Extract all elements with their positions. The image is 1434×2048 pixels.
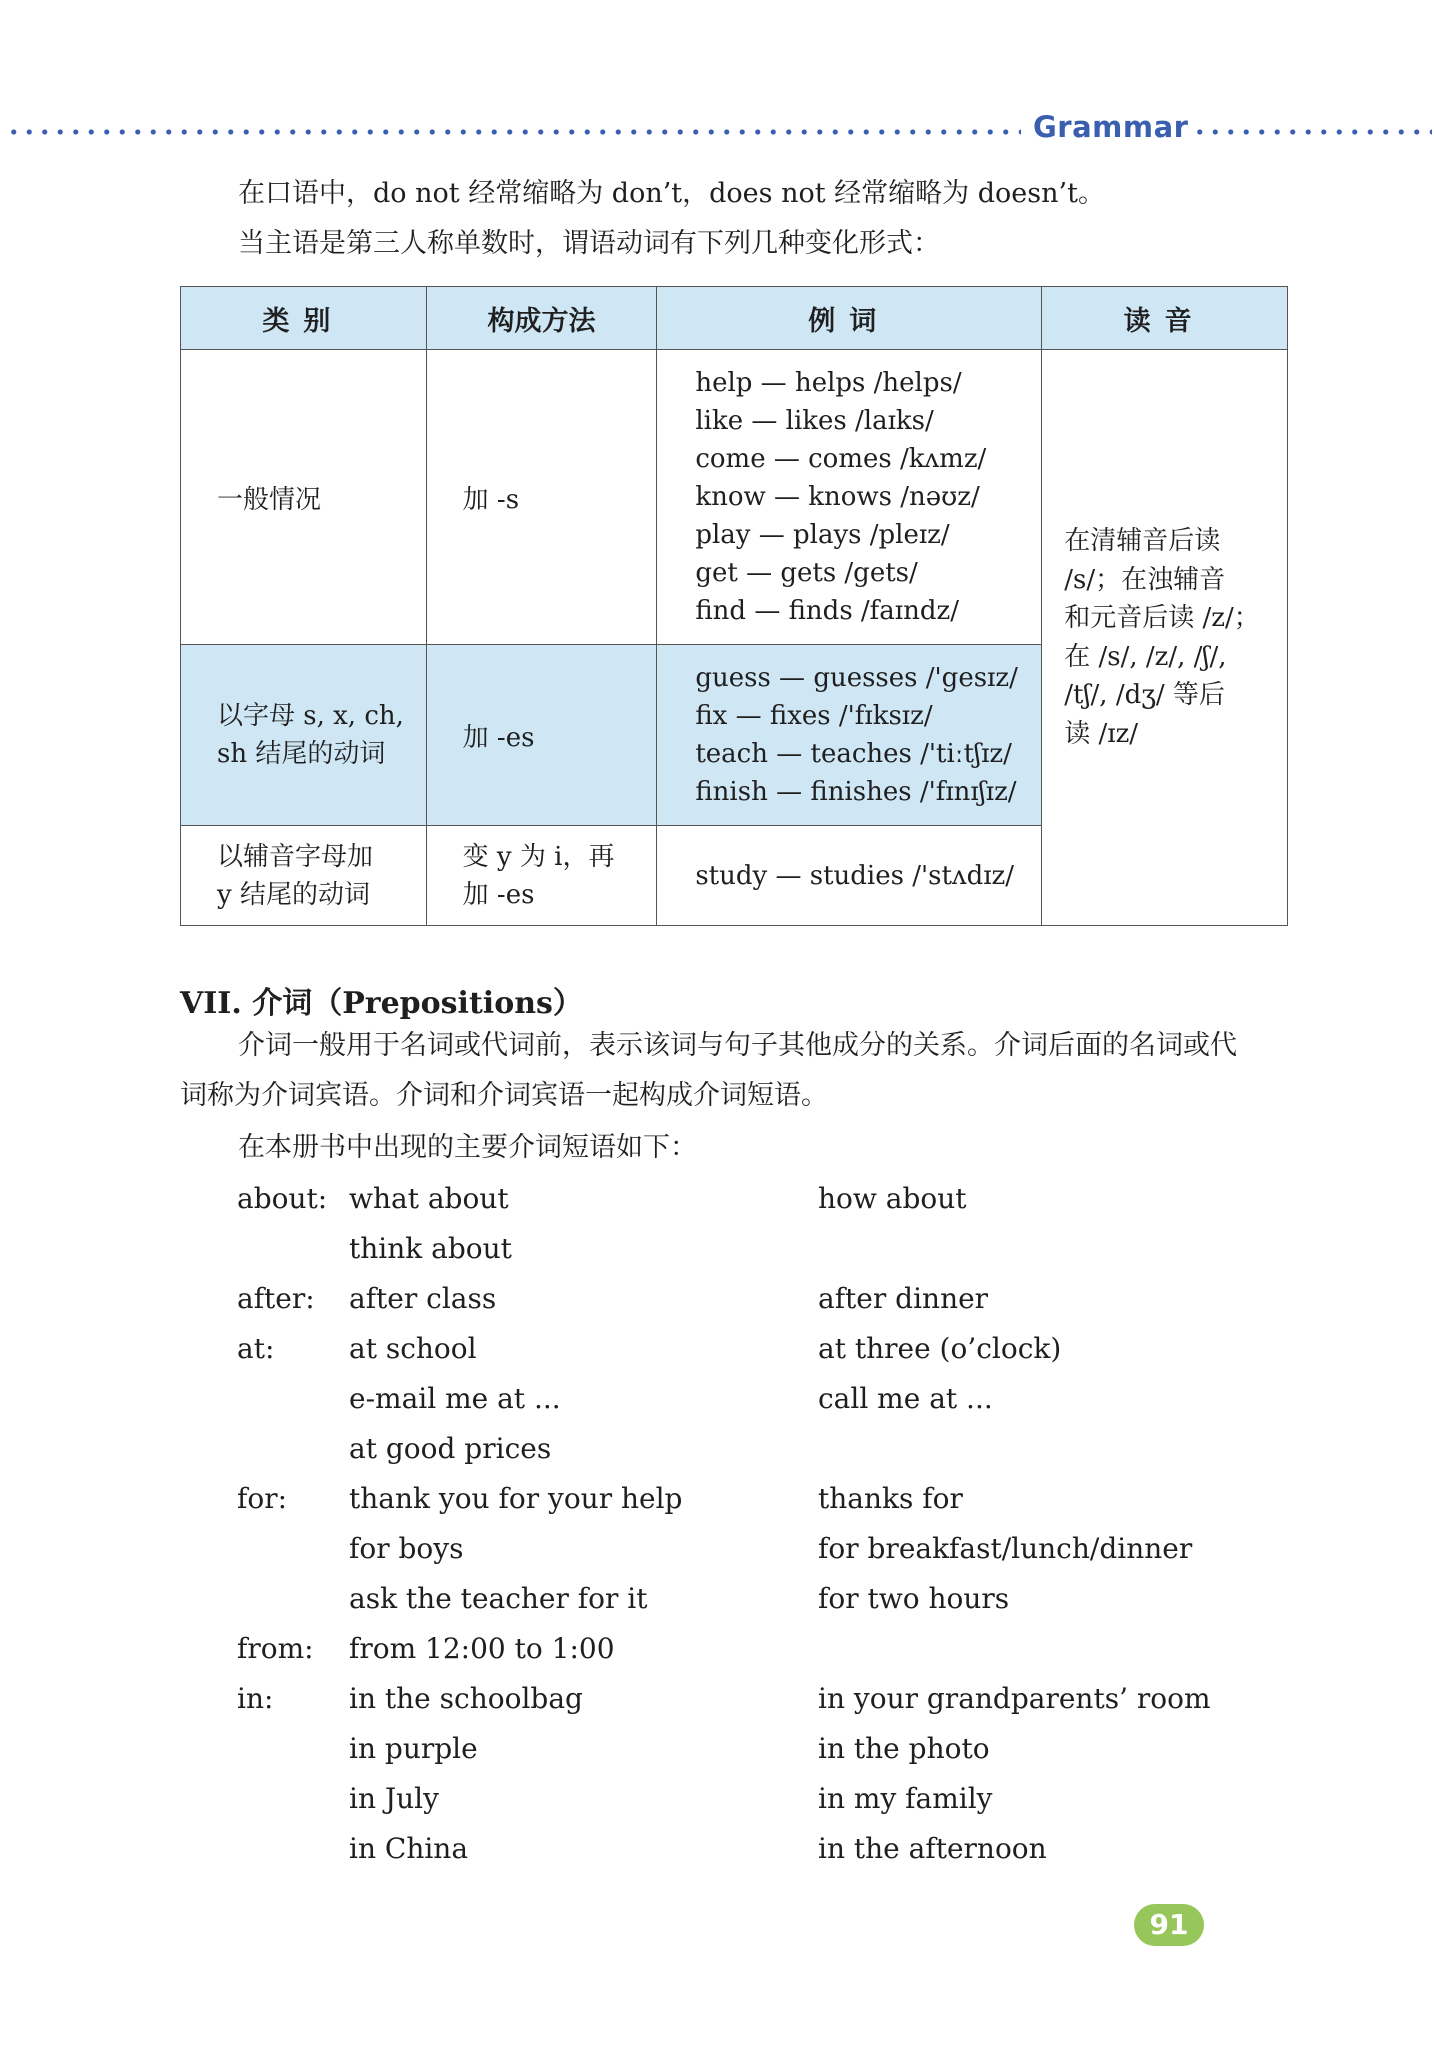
category-line: 以辅音字母加 xyxy=(217,841,374,872)
prep-label: after: xyxy=(237,1282,315,1315)
prep-phrase: think about xyxy=(349,1232,512,1265)
row3-category xyxy=(181,826,427,926)
category-line: 以字母 s, x, ch, xyxy=(217,701,404,731)
verb-forms-table xyxy=(180,286,1288,926)
intro-line-1: 在口语中，do not 经常缩略为 don’t，does not 经常缩略为 doesn’t。 xyxy=(238,178,1105,209)
pron-line: 和元音后读 /z/； xyxy=(1064,603,1260,633)
pronunciation-cell xyxy=(1042,350,1288,926)
row1-category: 一般情况 xyxy=(181,350,427,645)
example-line: help — helps /helps/ xyxy=(695,368,962,398)
prep-label: about: xyxy=(237,1182,328,1215)
row1-examples xyxy=(657,350,1042,645)
intro-line-2: 当主语是第三人称单数时，谓语动词有下列几种变化形式： xyxy=(238,228,940,259)
prep-phrase: what about xyxy=(349,1182,509,1215)
prep-phrase: how about xyxy=(818,1182,967,1215)
prep-label: for: xyxy=(237,1482,288,1515)
prep-label: in: xyxy=(237,1682,274,1715)
prep-phrase: after class xyxy=(349,1282,497,1315)
header-dots-left xyxy=(6,127,1021,137)
row3-method xyxy=(426,826,657,926)
prep-phrase: in July xyxy=(349,1782,439,1815)
prep-phrase: in the schoolbag xyxy=(349,1682,583,1715)
section-para-line-2: 词称为介词宾语。介词和介词宾语一起构成介词短语。 xyxy=(180,1080,828,1111)
pron-line: 在清辅音后读 xyxy=(1064,526,1221,556)
example-line: like — likes /laɪks/ xyxy=(695,406,934,436)
prep-phrase: e-mail me at ... xyxy=(349,1382,561,1415)
pron-line: /tʃ/, /dʒ/ 等后 xyxy=(1064,680,1225,710)
method-line: 加 -es xyxy=(462,879,535,910)
example-line: guess — guesses /'gesɪz/ xyxy=(695,663,1018,693)
example-line: get — gets /gets/ xyxy=(695,558,918,588)
prep-phrase: at school xyxy=(349,1332,477,1365)
row1-method: 加 -s xyxy=(426,350,657,645)
section-title: VII. 介词（Prepositions） xyxy=(180,986,583,1021)
method-line: 变 y 为 i，再 xyxy=(462,841,615,872)
row2-method: 加 -es xyxy=(426,645,657,826)
prep-phrase: at good prices xyxy=(349,1432,552,1465)
example-line: come — comes /kʌmz/ xyxy=(695,444,987,474)
prep-phrase: in your grandparents’ room xyxy=(818,1682,1211,1715)
prep-label: from: xyxy=(237,1632,314,1665)
prep-phrase: call me at ... xyxy=(818,1382,993,1415)
header-title: Grammar xyxy=(1033,110,1189,144)
category-line: sh 结尾的动词 xyxy=(217,739,386,769)
example-line: study — studies /'stʌdɪz/ xyxy=(695,860,1015,891)
prep-phrase: in China xyxy=(349,1832,469,1865)
prep-phrase: after dinner xyxy=(818,1282,989,1315)
pron-line: 读 /ɪz/ xyxy=(1064,718,1139,749)
prep-phrase: for breakfast/lunch/dinner xyxy=(818,1532,1193,1565)
header-category: 类别 xyxy=(181,287,427,350)
prep-label: at: xyxy=(237,1332,275,1365)
section-para-line-1: 介词一般用于名词或代词前，表示该词与句子其他成分的关系。介词后面的名词或代 xyxy=(238,1030,1237,1061)
row2-examples xyxy=(657,645,1042,826)
header-method: 构成方法 xyxy=(426,287,657,350)
table-row xyxy=(181,350,1288,645)
table-header-row xyxy=(181,287,1288,350)
example-line: play — plays /pleɪz/ xyxy=(695,520,950,550)
example-line: find — finds /faɪndz/ xyxy=(695,596,959,626)
prep-phrase: in my family xyxy=(818,1782,993,1815)
example-line: finish — finishes /'fɪnɪʃɪz/ xyxy=(695,777,1017,807)
pron-line: /s/；在浊辅音 xyxy=(1064,564,1226,595)
prep-phrase: in the photo xyxy=(818,1732,990,1765)
prep-phrase: for two hours xyxy=(818,1582,1010,1615)
prep-phrase: for boys xyxy=(349,1532,464,1565)
section-para-2: 在本册书中出现的主要介词短语如下： xyxy=(238,1132,697,1163)
header-examples: 例词 xyxy=(657,287,1042,350)
pron-line: 在 /s/, /z/, /ʃ/, xyxy=(1064,641,1227,672)
prep-phrase: in the afternoon xyxy=(818,1832,1047,1865)
prep-phrase: at three (o’clock) xyxy=(818,1332,1062,1365)
page-header xyxy=(0,110,1434,150)
example-line: fix — fixes /'fɪksɪz/ xyxy=(695,701,933,731)
prep-phrase: ask the teacher for it xyxy=(349,1582,648,1615)
category-line: y 结尾的动词 xyxy=(217,879,370,910)
page-number: 91 xyxy=(1134,1904,1204,1946)
example-line: teach — teaches /'tiːtʃɪz/ xyxy=(695,739,1012,769)
row3-examples xyxy=(657,826,1042,926)
prep-phrase: in purple xyxy=(349,1732,478,1765)
header-dots-right xyxy=(1192,127,1432,137)
row2-category xyxy=(181,645,427,826)
prep-phrase: from 12:00 to 1:00 xyxy=(349,1632,615,1665)
prep-phrase: thank you for your help xyxy=(349,1482,683,1515)
header-pronunciation: 读音 xyxy=(1042,287,1288,350)
prep-phrase: thanks for xyxy=(818,1482,963,1515)
example-line: know — knows /nəʊz/ xyxy=(695,482,980,512)
